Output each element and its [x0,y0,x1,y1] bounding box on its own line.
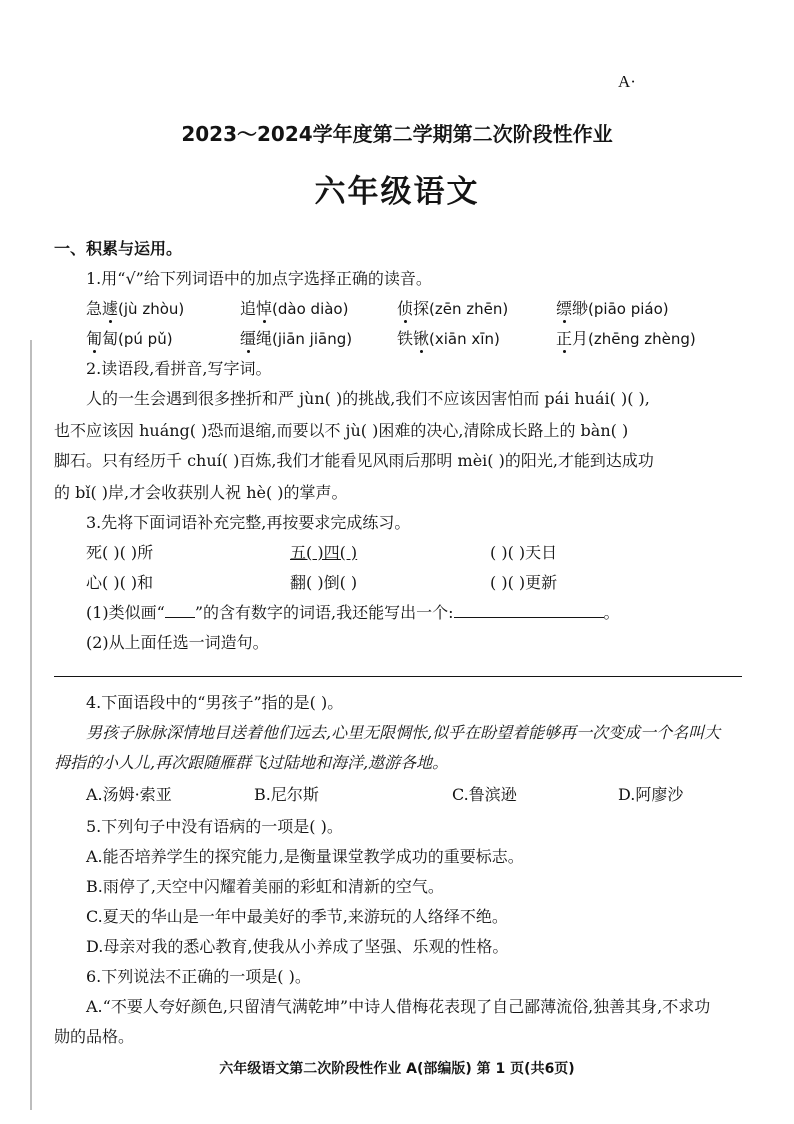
q6-option-a-cont: 勋的品格。 [54,1027,135,1046]
q4-option-b: B.尼尔斯 [254,785,319,804]
q3-idiom-underlined: 五( )四( ) [290,543,358,562]
exam-subject: 六年级语文 [314,174,480,210]
q1-prompt: 1.用“√”给下列词语中的加点字选择正确的读音。 [86,269,432,288]
q2-prompt: 2.读语段,看拼音,写字词。 [86,359,272,378]
q3-idiom: 心( )( )和 [86,573,154,592]
q4-passage-line: 男孩子脉脉深情地目送着他们远去,心里无限惆怅,似乎在盼望着能够再一次变成一个名叫大 [86,723,721,742]
q1-item: 正月(zhēng zhèng) [556,329,696,348]
q6-option-a: A.“不要人夸好颜色,只留清气满乾坤”中诗人借梅花表现了自己鄙薄流俗,独善其身,不求功 [86,997,711,1016]
q1-item: 侦探(zēn zhēn) [397,299,509,318]
q3-idiom: 死( )( )所 [86,543,154,562]
q4-option-d: D.阿廖沙 [618,785,684,804]
q2-passage-line: 的 bǐ( )岸,才会收获别人祝 hè( )的掌声。 [54,483,348,502]
answer-blank [454,603,604,618]
q3-idiom: ( )( )天日 [490,543,558,562]
q1-item: 缰绳(jiān jiāng) [240,329,353,348]
version-mark: A· [618,72,636,91]
q4-prompt: 4.下面语段中的“男孩子”指的是( )。 [86,693,344,712]
q3-sub2: (2)从上面任选一词造句。 [86,633,269,652]
q4-option-c: C.鲁滨逊 [452,785,517,804]
q1-item: 缥缈(piāo piáo) [556,299,669,318]
q1-item: 急遽(jù zhòu) [86,299,185,318]
q1-item: 匍匐(pú pǔ) [86,329,173,348]
q4-passage-line: 拇指的小人儿,再次跟随雁群飞过陆地和海洋,遨游各地。 [54,753,449,772]
q1-item: 铁锹(xiān xīn) [397,329,500,348]
q5-option-a: A.能否培养学生的探究能力,是衡量课堂教学成功的重要标志。 [86,847,524,866]
q4-option-a: A.汤姆·索亚 [86,785,172,804]
q5-prompt: 5.下列句子中没有语病的一项是( )。 [86,817,343,836]
q3-idiom: ( )( )更新 [490,573,558,592]
scan-edge-line [30,340,32,1110]
section-heading: 一、积累与运用。 [54,239,183,258]
q5-option-d: D.母亲对我的悉心教育,使我从小养成了坚强、乐观的性格。 [86,937,509,956]
q3-prompt: 3.先将下面词语补充完整,再按要求完成练习。 [86,513,411,532]
q1-item: 追悼(dào diào) [240,299,349,318]
q6-prompt: 6.下列说法不正确的一项是( )。 [86,967,311,986]
q2-passage-line: 脚石。只有经历千 chuí( )百炼,我们才能看见风雨后那明 mèi( )的阳光,才能到达成功 [54,451,654,470]
sentence-answer-line [54,676,742,677]
q2-passage-line: 也不应该因 huáng( )恐而退缩,而要以不 jù( )困难的决心,清除成长路上的 bàn( ) [54,421,629,440]
q2-passage-line: 人的一生会遇到很多挫折和严 jùn( )的挑战,我们不应该因害怕而 pái huái( )( ), [86,389,650,408]
exam-title: 2023～2024学年度第二学期第二次阶段性作业 [181,122,613,146]
q5-option-b: B.雨停了,天空中闪耀着美丽的彩虹和清新的空气。 [86,877,444,896]
page-footer: 六年级语文第二次阶段性作业 A(部编版) 第 1 页(共6页) [219,1061,575,1077]
q3-idiom: 翻( )倒( ) [290,573,358,592]
q5-option-c: C.夏天的华山是一年中最美好的季节,来游玩的人络绎不绝。 [86,907,508,926]
underline-sample-blank [165,603,195,618]
q3-sub1: (1)类似画“ ”的含有数字的词语,我还能写出一个: 。 [86,603,620,622]
